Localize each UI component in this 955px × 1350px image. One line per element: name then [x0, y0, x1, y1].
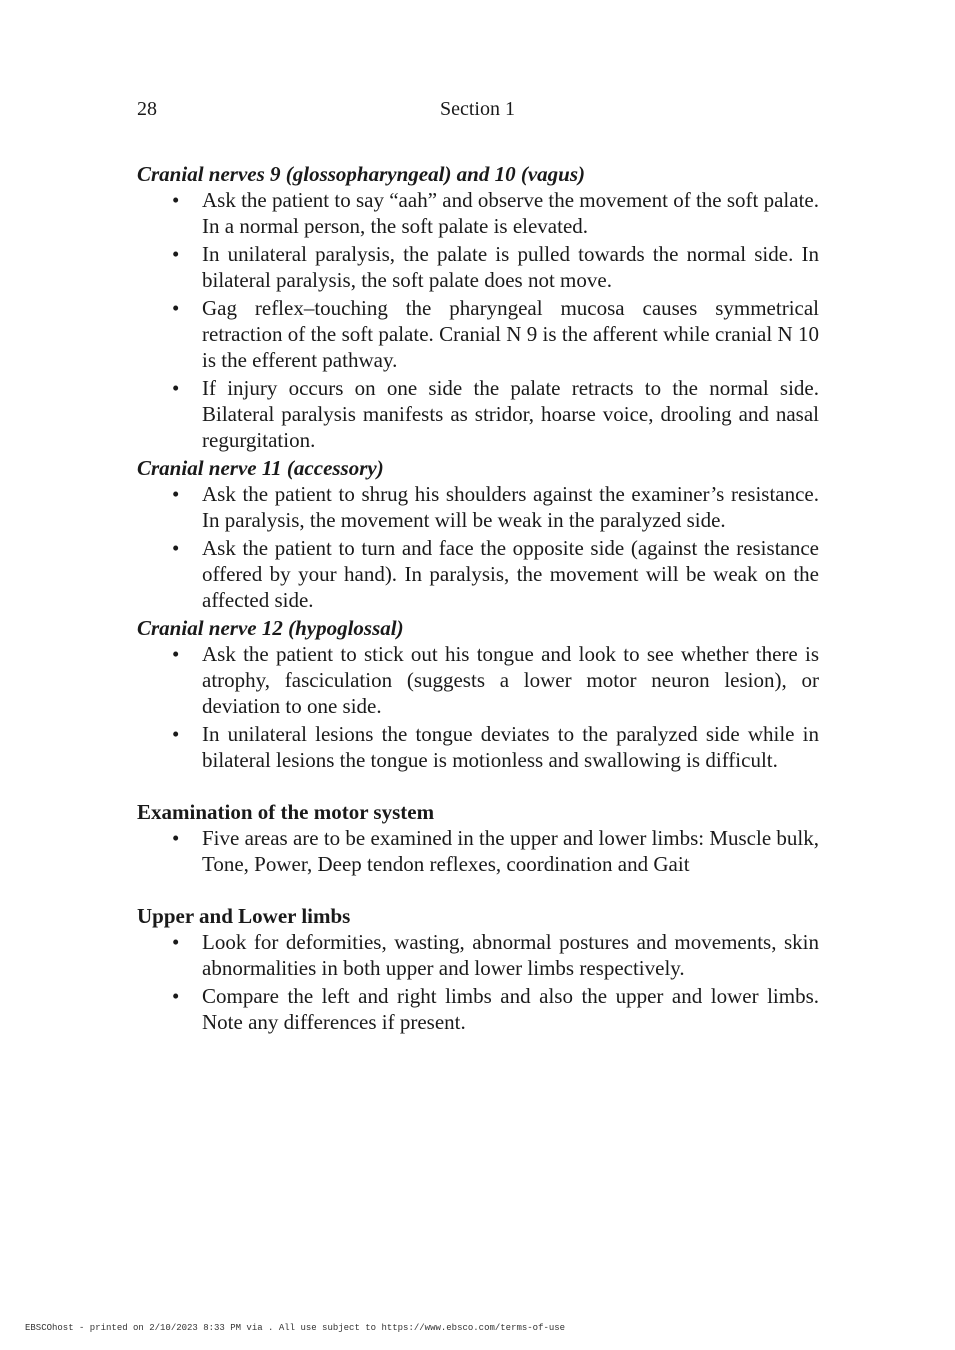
bullet-list-limbs: [137, 929, 819, 1035]
footer-print-notice: EBSCOhost - printed on 2/10/2023 8:33 PM via . All use subject to https://www.ebsco.com/terms-of-use: [25, 1323, 566, 1333]
bullet-icon: •: [172, 930, 180, 954]
list-item-text: Ask the patient to stick out his tongue and look to see whether there is atrophy, fasciculation (suggests a lower motor neuron lesion), or deviation to one side.: [202, 642, 819, 718]
list-item: [172, 535, 819, 613]
section-heading-cn11: Cranial nerve 11 (accessory): [137, 456, 384, 480]
list-item: [172, 375, 819, 453]
bullet-list-cn11: [137, 481, 819, 613]
list-item: [172, 187, 819, 239]
heading-upper-lower-limbs: Upper and Lower limbs: [137, 904, 351, 928]
list-item: [172, 241, 819, 293]
list-item: [172, 295, 819, 373]
page-number: 28: [137, 98, 157, 120]
bullet-icon: •: [172, 376, 180, 400]
list-item-text: Ask the patient to turn and face the opposite side (against the resistance offered by your hand). In paralysis, the movement will be weak on the affected side.: [202, 536, 819, 612]
list-item-text: Five areas are to be examined in the upper and lower limbs: Muscle bulk, Tone, Power, Deep tendon reflexes, coordination and Gait: [202, 826, 819, 876]
list-item: [172, 983, 819, 1035]
bullet-list-motor: [137, 825, 819, 877]
list-item: [172, 641, 819, 719]
bullet-icon: •: [172, 482, 180, 506]
section-heading-cn12: Cranial nerve 12 (hypoglossal): [137, 616, 404, 640]
list-item-text: Compare the left and right limbs and also the upper and lower limbs. Note any differences if present.: [202, 984, 819, 1034]
list-item-text: In unilateral paralysis, the palate is pulled towards the normal side. In bilateral paralysis, the soft palate does not move.: [202, 242, 819, 292]
page-content: [137, 161, 819, 1037]
list-item-text: Look for deformities, wasting, abnormal postures and movements, skin abnormalities in both upper and lower limbs respectively.: [202, 930, 819, 980]
list-item-text: In unilateral lesions the tongue deviates to the paralyzed side while in bilateral lesions the tongue is motionless and swallowing is difficult.: [202, 722, 819, 772]
heading-motor-system: Examination of the motor system: [137, 800, 435, 824]
bullet-icon: •: [172, 536, 180, 560]
list-item-text: Ask the patient to shrug his shoulders against the examiner’s resistance. In paralysis, the movement will be weak in the paralyzed side.: [202, 482, 819, 532]
list-item: [172, 929, 819, 981]
bullet-icon: •: [172, 826, 180, 850]
bullet-icon: •: [172, 242, 180, 266]
list-item-text: Gag reflex–touching the pharyngeal mucosa causes symmetrical retraction of the soft palate. Cranial N 9 is the afferent while cranial N 10 is the efferent pathway.: [202, 296, 819, 372]
list-item-text: If injury occurs on one side the palate retracts to the normal side. Bilateral paralysis manifests as stridor, hoarse voice, drooling and nasal regurgitation.: [202, 376, 819, 452]
section-heading-cn9-10: Cranial nerves 9 (glossopharyngeal) and 10 (vagus): [137, 162, 586, 186]
bullet-icon: •: [172, 984, 180, 1008]
bullet-icon: •: [172, 642, 180, 666]
list-item-text: Ask the patient to say “aah” and observe the movement of the soft palate. In a normal person, the soft palate is elevated.: [202, 188, 819, 238]
list-item: [172, 721, 819, 773]
running-head: Section 1: [440, 98, 515, 120]
bullet-list-cn9-10: [137, 187, 819, 453]
bullet-icon: •: [172, 722, 180, 746]
list-item: [172, 825, 819, 877]
list-item: [172, 481, 819, 533]
bullet-icon: •: [172, 188, 180, 212]
bullet-list-cn12: [137, 641, 819, 773]
bullet-icon: •: [172, 296, 180, 320]
